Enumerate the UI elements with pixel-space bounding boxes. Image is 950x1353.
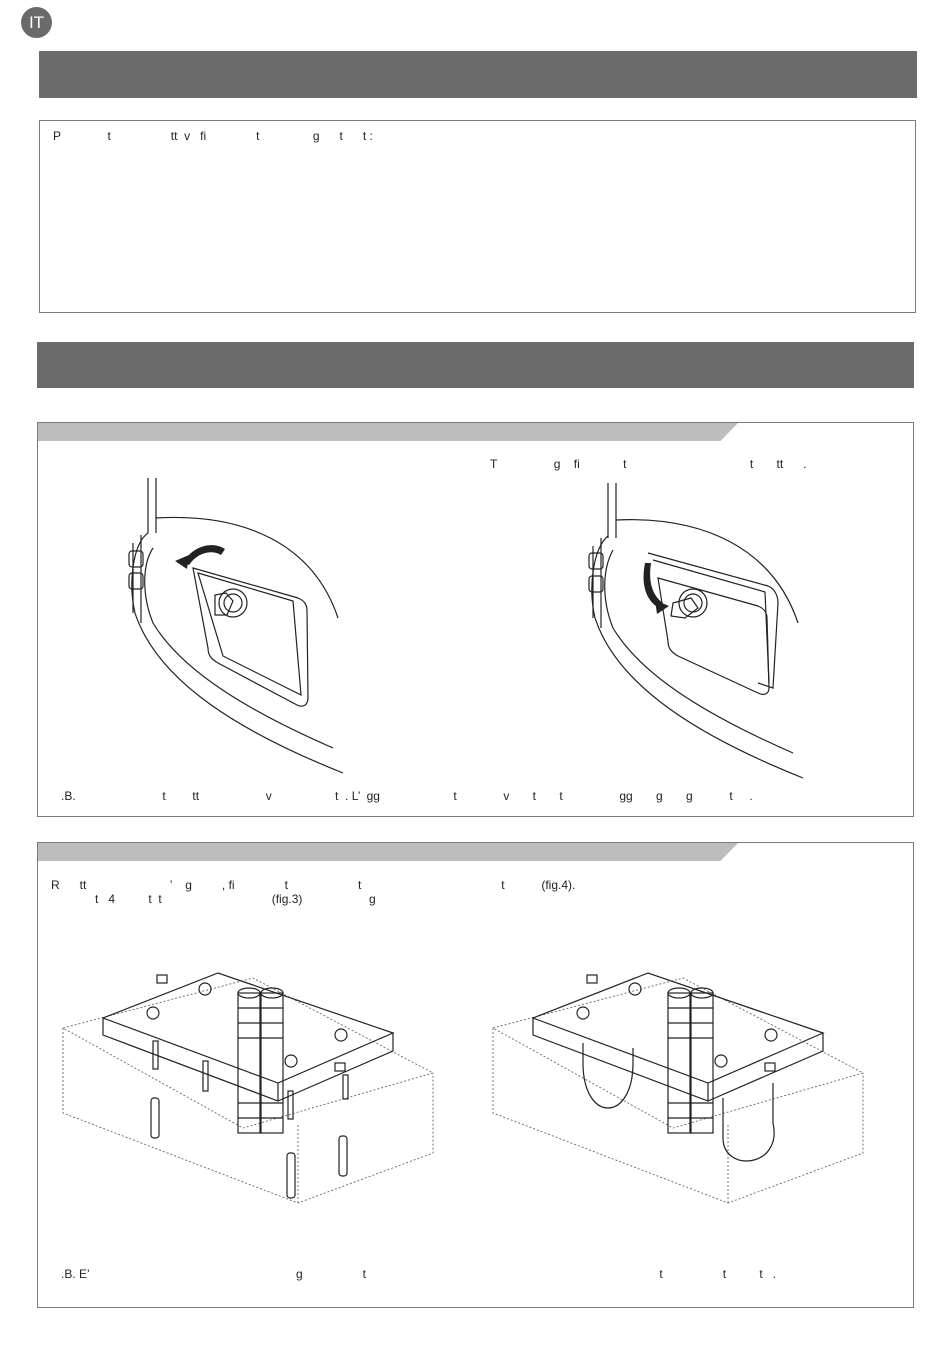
- panel2-text-line2: t 4 t t (fig.3) g: [95, 892, 376, 906]
- panel1-top-text: T g fi t t tt .: [490, 457, 807, 471]
- panel2-text-line1: R tt ’ g , fi t t t (fig.4).: [51, 878, 576, 892]
- panel2-foundation-box: [37, 842, 914, 1308]
- figure-base-plate-ubolts: [483, 963, 873, 1223]
- figure-lock-closed: [123, 473, 413, 793]
- section1-header-bar: [39, 51, 917, 98]
- figure-lock-open: [583, 478, 873, 798]
- panel2-subheader-tab: [38, 843, 738, 861]
- panel2-note-text: .B. E’ g t t t t .: [61, 1267, 777, 1281]
- panel1-subheader-tab: [38, 423, 738, 441]
- language-badge-it: IT: [21, 7, 52, 38]
- figure-base-plate-anchors: [53, 963, 443, 1223]
- section2-header-bar: [37, 342, 914, 388]
- section1-intro-text: P t tt v fi t g t t :: [53, 129, 373, 143]
- panel1-note-text: .B. t tt v t . L’ gg t v t t gg g g t .: [61, 789, 753, 803]
- section1-text-box: [39, 120, 916, 313]
- panel1-release-box: [37, 422, 914, 817]
